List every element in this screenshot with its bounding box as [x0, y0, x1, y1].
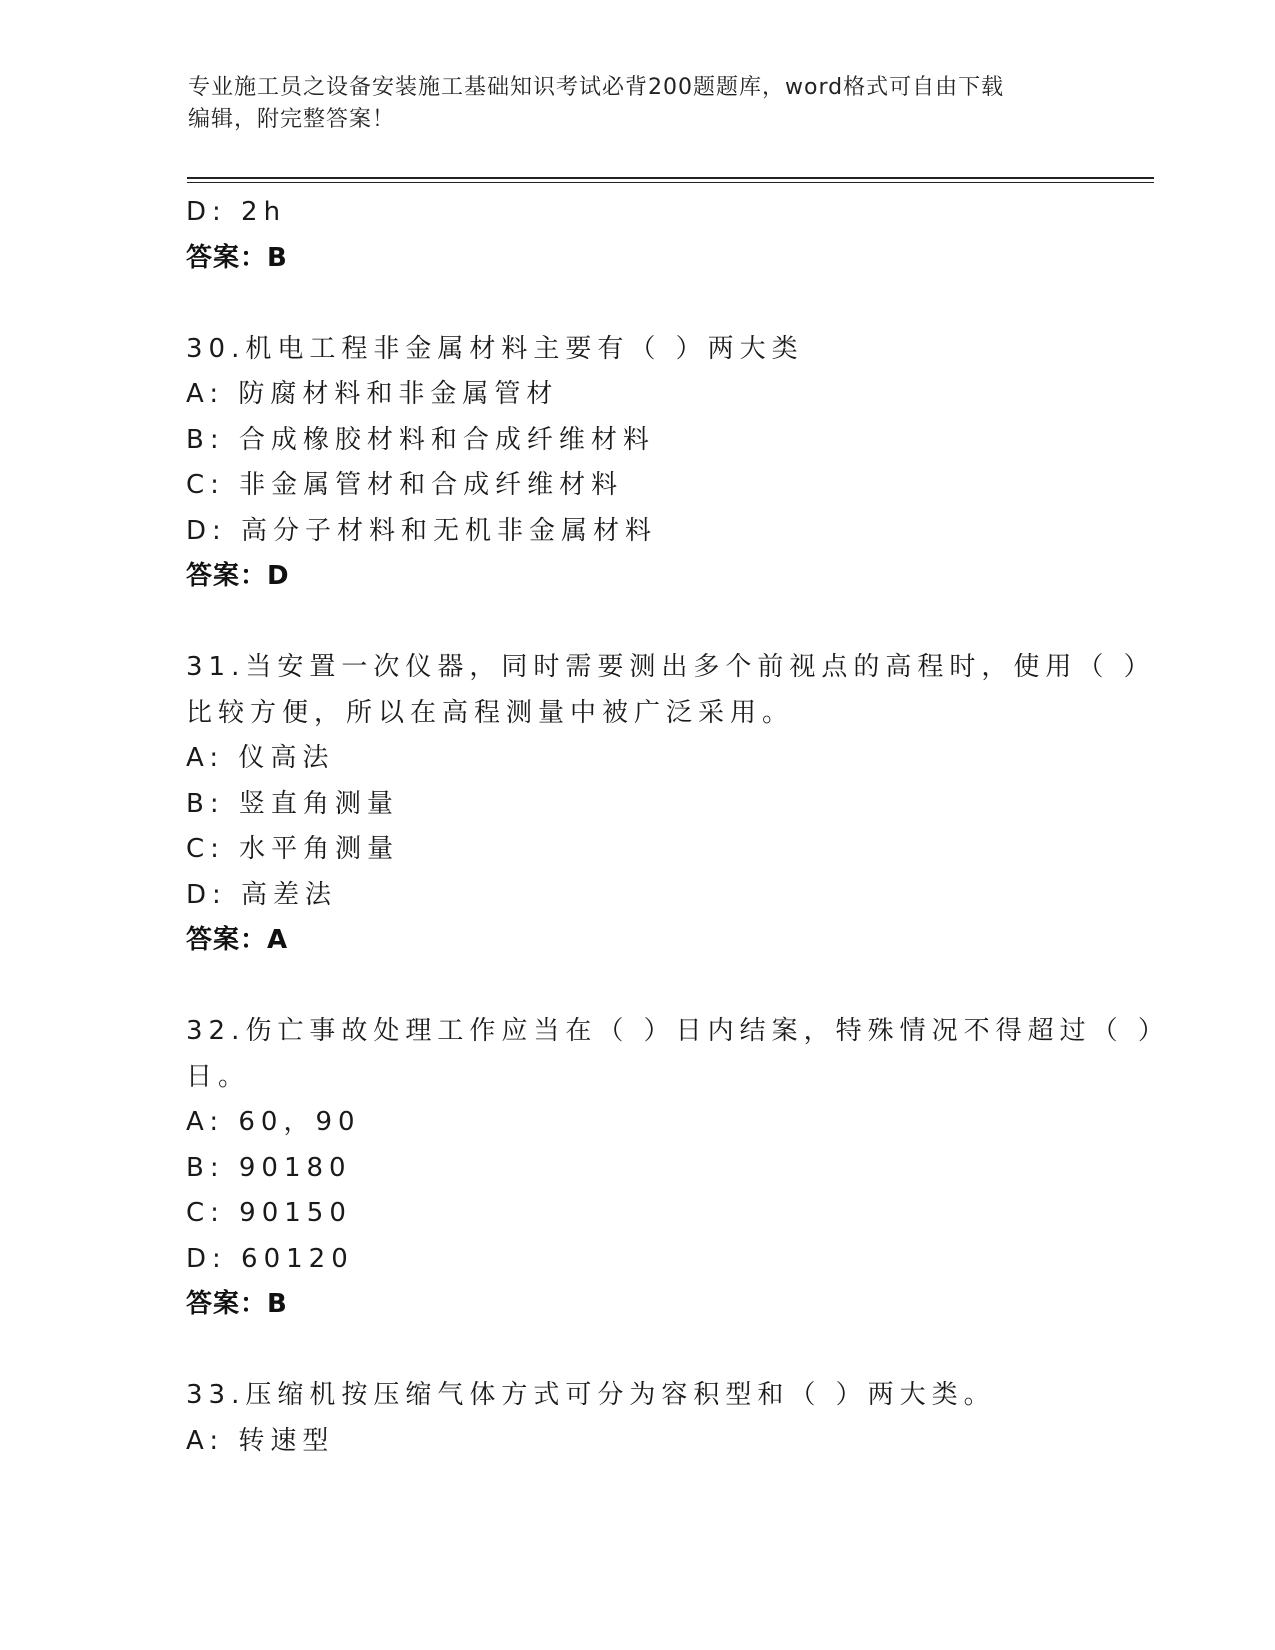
question-stem: 30.机电工程非金属材料主要有（ ）两大类	[186, 333, 804, 364]
header-divider-thick	[187, 177, 1154, 179]
question-stem-line1: 32.伤亡事故处理工作应当在（ ）日内结案，特殊情况不得超过（ ）	[186, 1016, 1170, 1046]
header-divider-thin	[187, 182, 1154, 183]
header-title-line1: 专业施工员之设备安装施工基础知识考试必背200题题库，word格式可自由下载	[188, 75, 1005, 100]
spacer	[186, 1328, 1106, 1374]
question-31	[186, 645, 1156, 964]
option-a: A: 转速型	[186, 1425, 335, 1456]
spacer	[186, 281, 1106, 327]
option-c: C: 非金属管材和合成纤维材料	[186, 470, 624, 500]
answer: 答案：B	[186, 1289, 288, 1319]
option-b: B: 合成橡胶材料和合成纤维材料	[186, 424, 655, 455]
question-30	[186, 327, 1106, 600]
option-a: A: 60，90	[186, 1107, 361, 1137]
question-33	[186, 1373, 1106, 1464]
question-stem-line2: 比较方便，所以在高程测量中被广泛采用。	[186, 697, 795, 728]
answer: 答案：B	[186, 242, 288, 273]
answer: 答案：A	[186, 925, 289, 955]
question-stem: 33.压缩机按压缩气体方式可分为容积型和（ ）两大类。	[186, 1380, 996, 1410]
question-fragment-29	[186, 190, 1106, 281]
option-b: B: 竖直角测量	[186, 788, 399, 819]
question-stem-line1: 31.当安置一次仪器，同时需要测出多个前视点的高程时，使用（ ）	[186, 652, 1156, 682]
option-d: D: 2h	[186, 197, 287, 227]
option-b: B: 90180	[186, 1152, 352, 1183]
spacer	[186, 600, 1106, 646]
document-header	[188, 72, 1068, 136]
answer: 答案：D	[186, 561, 290, 591]
option-d: D: 高差法	[186, 879, 338, 910]
option-d: D: 60120	[186, 1243, 354, 1274]
option-a: A: 仪高法	[186, 743, 335, 773]
question-list	[186, 190, 1170, 1464]
question-stem-line2: 日。	[186, 1061, 251, 1092]
option-d: D: 高分子材料和无机非金属材料	[186, 515, 658, 546]
option-c: C: 90150	[186, 1198, 352, 1228]
option-a: A: 防腐材料和非金属管材	[186, 379, 559, 409]
header-title-line2: 编辑，附完整答案！	[188, 107, 396, 132]
question-32	[186, 1009, 1170, 1328]
spacer	[186, 964, 1106, 1010]
option-c: C: 水平角测量	[186, 834, 400, 864]
